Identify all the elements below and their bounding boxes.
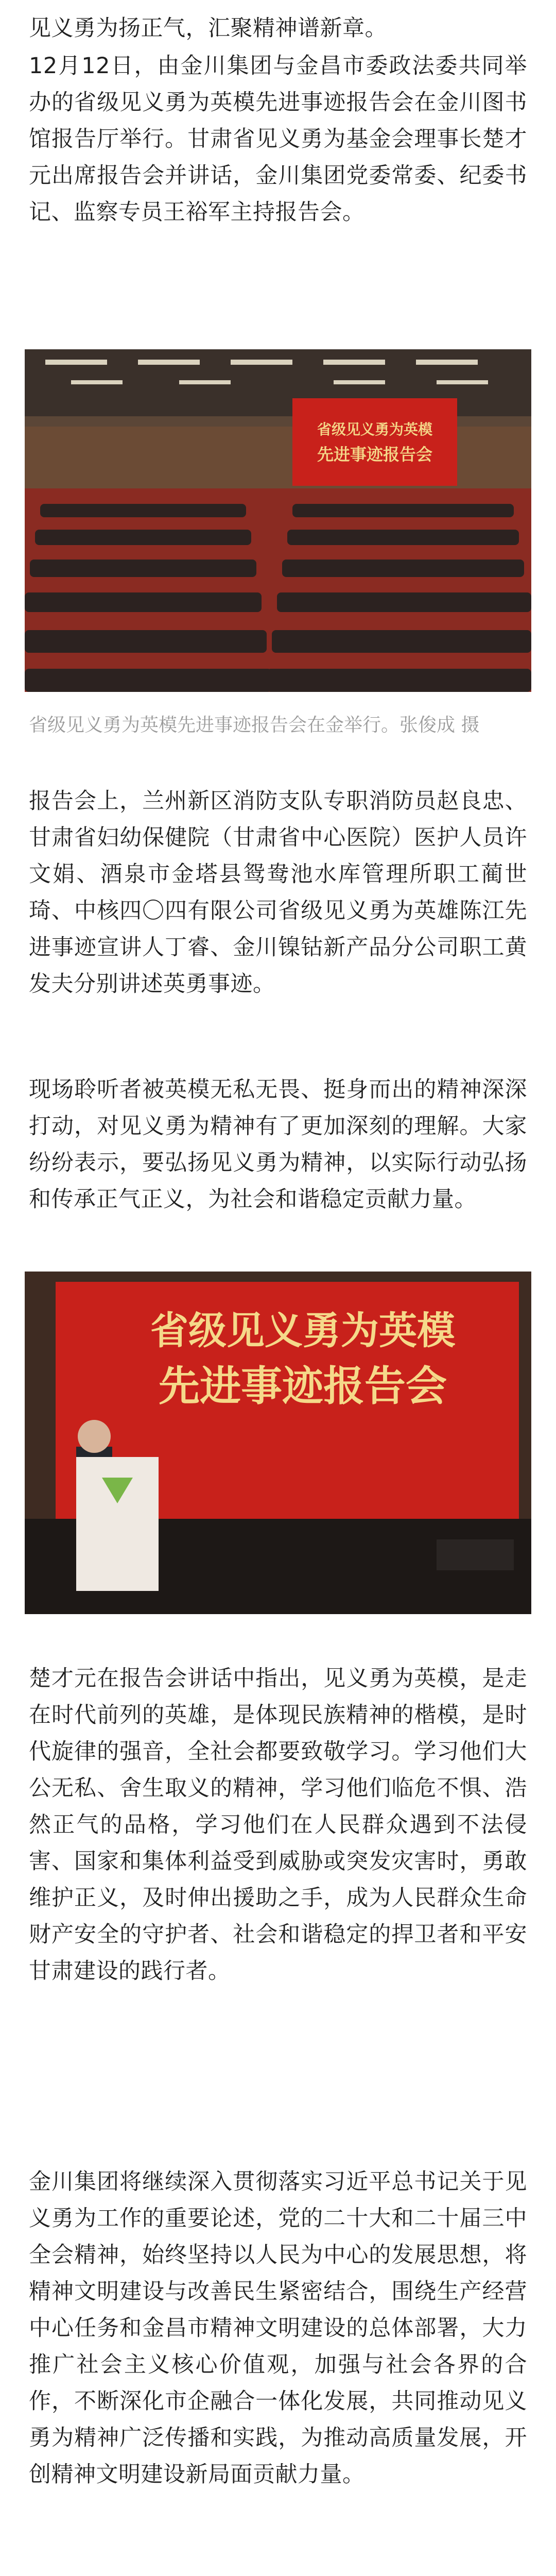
article-paragraph-1: 12月12日，由金川集团与金昌市委政法委共同举办的省级见义勇为英模先进事迹报告会在金川图书馆报告厅举行。甘肃省见义勇为基金会理事长楚才元出席报告会并讲话，金川集团党委常委、纪委书记、监察专员王裕军主持报告会。 xyxy=(29,53,527,225)
article-paragraph-3: 现场聆听者被英模无私无畏、挺身而出的精神深深打动，对见义勇为精神有了更加深刻的理解。大家纷纷表示，要弘扬见义勇为精神，以实际行动弘扬和传承正气正义，为社会和谐稳定贡献力量。 xyxy=(29,1077,527,1212)
photo-caption: 省级见义勇为英模先进事迹报告会在金举行。张俊成 摄 xyxy=(29,715,480,736)
article-paragraph-4: 楚才元在报告会讲话中指出，见义勇为英模，是走在时代前列的英雄，是体现民族精神的楷模，是时代旋律的强音，全社会都要致敬学习。学习他们大公无私、舍生取义的精神，学习他们临危不惧、浩然正气的品格，学习他们在人民群众遇到不法侵害、国家和集体利益受到威胁或突发灾害时，勇敢维护正义，及时伸出援助之手，成为人民群众生命财产安全的守护者、社会和谐稳定的捍卫者和平安甘肃建设的践行者。 xyxy=(29,1666,527,1984)
article-paragraph-2: 报告会上，兰州新区消防支队专职消防员赵良忠、甘肃省妇幼保健院（甘肃省中心医院）医护人员许文娟、酒泉市金塔县鸳鸯池水库管理所职工蔺世琦、中核四〇四有限公司省级见义勇为英雄陈江先进事迹宣讲人丁睿、金川镍钴新产品分公司职工黄发夫分别讲述英勇事迹。 xyxy=(29,788,527,997)
article-intro: 见义勇为扬正气，汇聚精神谱新章。 xyxy=(29,15,387,41)
hall-screen-line2: 先进事迹报告会 xyxy=(317,445,433,464)
article-paragraph-5: 金川集团将继续深入贯彻落实习近平总书记关于见义勇为工作的重要论述，党的二十大和二十届三中全会精神，始终坚持以人民为中心的发展思想，将精神文明建设与改善民生紧密结合，围绕生产经营中心任务和金昌市精神文明建设的总体部署，大力推广社会主义核心价值观，加强与社会各界的合作，不断深化市企融合一体化发展，共同推动见义勇为精神广泛传播和实践，为推动高质量发展，开创精神文明建设新局面贡献力量。 xyxy=(29,2169,527,2487)
photo-hall-wide xyxy=(25,349,531,692)
podium-screen-line2: 先进事迹报告会 xyxy=(159,1362,447,1410)
photo-speaker-podium xyxy=(25,1272,531,1614)
hall-screen-line1: 省级见义勇为英模 xyxy=(317,421,433,438)
podium-screen-line1: 省级见义勇为英模 xyxy=(150,1309,455,1353)
